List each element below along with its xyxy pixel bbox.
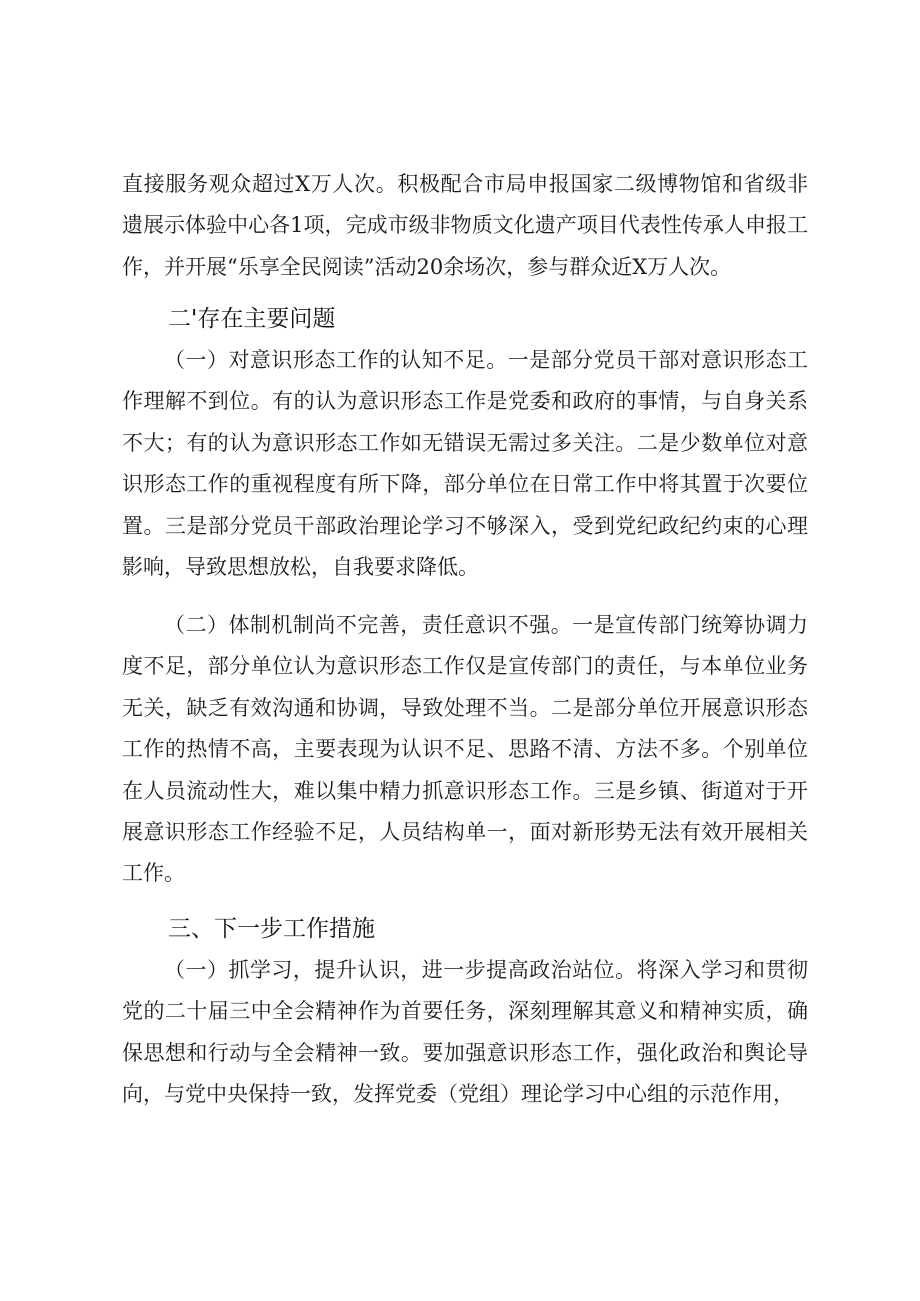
section-heading-existing-problems: 二'存在主要问题	[168, 306, 336, 332]
continuation-paragraph: 直接服务观众超过X万人次。积极配合市局申报国家二级博物馆和省级非遗展示体验中心各1项，完成市级非物质文化遗产项目代表性传承人申报工作，并开展“乐享全民阅读”活动20余场次，参与群众近X万人次。	[122, 172, 808, 279]
paragraph-ideology-awareness: （一）对意识形态工作的认知不足。一是部分党员干部对意识形态工作理解不到位。有的认为意识形态工作是党委和政府的事情，与自身关系不大；有的认为意识形态工作如无错误无需过多关注。二是少数单位对意识形态工作的重视程度有所下降，部分单位在日常工作中将其置于次要位置。三是部分党员干部政治理论学习不够深入，受到党纪政纪约束的心理影响，导致思想放松，自我要求降低。	[122, 348, 808, 580]
section-heading-next-steps: 三、下一步工作措施	[168, 916, 375, 942]
paragraph-institutional-mechanisms: （二）体制机制尚不完善，责任意识不强。一是宣传部门统筹协调力度不足，部分单位认为意识形态工作仅是宣传部门的责任，与本单位业务无关，缺乏有效沟通和协调，导致处理不当。二是部分单位开展意识形态工作的热情不高，主要表现为认识不足、思路不清、方法不多。个别单位在人员流动性大，难以集中精力抓意识形态工作。三是乡镇、街道对于开展意识形态工作经验不足，人员结构单一，面对新形势无法有效开展相关工作。	[122, 613, 808, 886]
paragraph-study-measures: （一）抓学习，提升认识，进一步提高政治站位。将深入学习和贯彻党的二十届三中全会精神作为首要任务，深刻理解其意义和精神实质，确保思想和行动与全会精神一致。要加强意识形态工作，强化政治和舆论导向，与党中央保持一致，发挥党委（党组）理论学习中心组的示范作用，	[122, 958, 808, 1107]
